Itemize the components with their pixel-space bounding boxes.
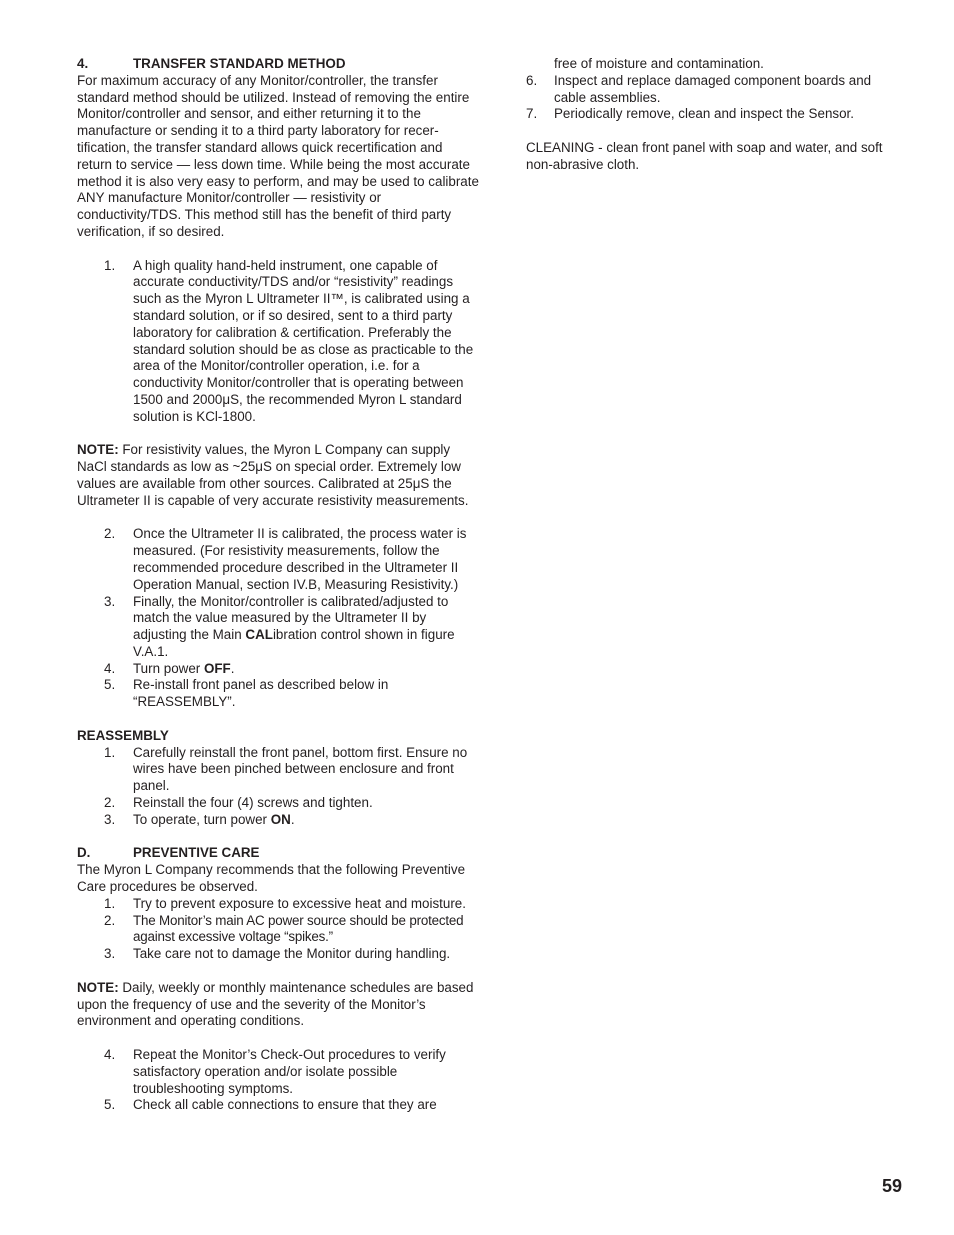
reassembly-heading: REASSEMBLY (77, 727, 169, 743)
list-item: 6. Inspect and replace damaged component boards and cable assemblies. (526, 72, 872, 105)
transfer-steps-list-continued (77, 526, 481, 711)
section-d-heading (77, 845, 481, 862)
section-4-title: TRANSFER STANDARD METHOD (133, 56, 346, 71)
continued-item-text: free of moisture and contamination. (554, 56, 764, 71)
list-item: 1. Carefully reinstall the front panel, bottom first. Ensure no wires have been pinched between enclosure and front panel. (104, 744, 468, 794)
note-resistivity: NOTE: For resistivity values, the Myron L Company can supply NaCl standards as low as ~25μS on special order. Extremely low values are available from other sources. Calibrated at 25μS the Ultrameter II is capable of very accurate resistivity measurements. (77, 442, 469, 508)
preventive-care-list-continued (77, 1047, 481, 1114)
section-d-number: D. (77, 845, 91, 861)
list-item: 3. To operate, turn power ON. (104, 811, 295, 827)
list-item: 7. Periodically remove, clean and inspect the Sensor. (526, 106, 854, 122)
list-item: 4. Turn power OFF. (104, 660, 235, 676)
section-4-number: 4. (77, 56, 89, 71)
right-column (526, 56, 896, 174)
left-column (77, 56, 481, 1114)
list-item: 5. Check all cable connections to ensure that they are (104, 1097, 437, 1113)
preventive-care-intro: The Myron L Company recommends that the following Preventive Care procedures be observed. (77, 862, 466, 895)
list-item: 1. A high quality hand-held instrument, one capable of accurate conductivity/TDS and/or “resistivity” readings such as the Myron L Ultrameter II™, is calibrated using a standard solution, or if so desired, sent to a third party laboratory for calibration & certification. Preferably the standard solution should be as close as practicable to the area of the Monitor/controller operation, i.e. for a conductivity Monitor/controller that is operating between 1500 and 2000μS, the recommended Myron L standard solution is KCl-1800. (104, 257, 474, 424)
reassembly-list (77, 745, 481, 829)
list-item: 2. Once the Ultrameter II is calibrated, the process water is measured. (For resistivity measurements, follow the recommended procedure described in the Ultrameter II Operation Manual, section IV.B, Measuring Resistivity.) (104, 526, 467, 592)
preventive-care-list (77, 896, 481, 963)
page-number: 59 (881, 1176, 902, 1196)
section-4-heading (77, 56, 481, 73)
list-item: 3. Finally, the Monitor/controller is calibrated/adjusted to match the value measured by the Ultrameter II by adjusting the Main CALibration control shown in figure V.A.1. (104, 593, 455, 659)
list-item: 3. Take care not to damage the Monitor during handling. (104, 946, 451, 962)
list-item: 1. Try to prevent exposure to excessive heat and moisture. (104, 895, 466, 911)
cleaning-paragraph: CLEANING - clean front panel with soap and water, and soft non-abrasive cloth. (526, 139, 883, 172)
list-item: 2. The Monitor’s main AC power source should be protected against excessive voltage “spikes.” (104, 912, 464, 945)
list-item: 2. Reinstall the four (4) screws and tighten. (104, 795, 373, 811)
list-item: 5. Re-install front panel as described below in “REASSEMBLY”. (104, 677, 389, 710)
transfer-steps-list (77, 258, 481, 426)
section-4-paragraph: For maximum accuracy of any Monitor/controller, the transfer standard method should be utilized. Instead of removing the entire Monitor/controller and sensor, and either returning it to the manufacture or sending it to a third party laboratory for recertification, the transfer standard allows quick recertification and return to service — less down time. While being the most accurate method it is also very easy to perform, and may be used to calibrate ANY manufacture Monitor/controller — resistivity or conductivity/TDS. This method still has the benefit of third party verification, if so desired. (77, 72, 479, 239)
preventive-care-list-right (526, 73, 896, 123)
section-d-title: PREVENTIVE CARE (133, 845, 260, 861)
note-maintenance: NOTE: Daily, weekly or monthly maintenance schedules are based upon the frequency of use and the severity of the Monitor’s environment and operating conditions. (77, 979, 474, 1029)
list-item: 4. Repeat the Monitor’s Check-Out procedures to verify satisfactory operation and/or isolate possible troubleshooting symptoms. (104, 1047, 446, 1096)
